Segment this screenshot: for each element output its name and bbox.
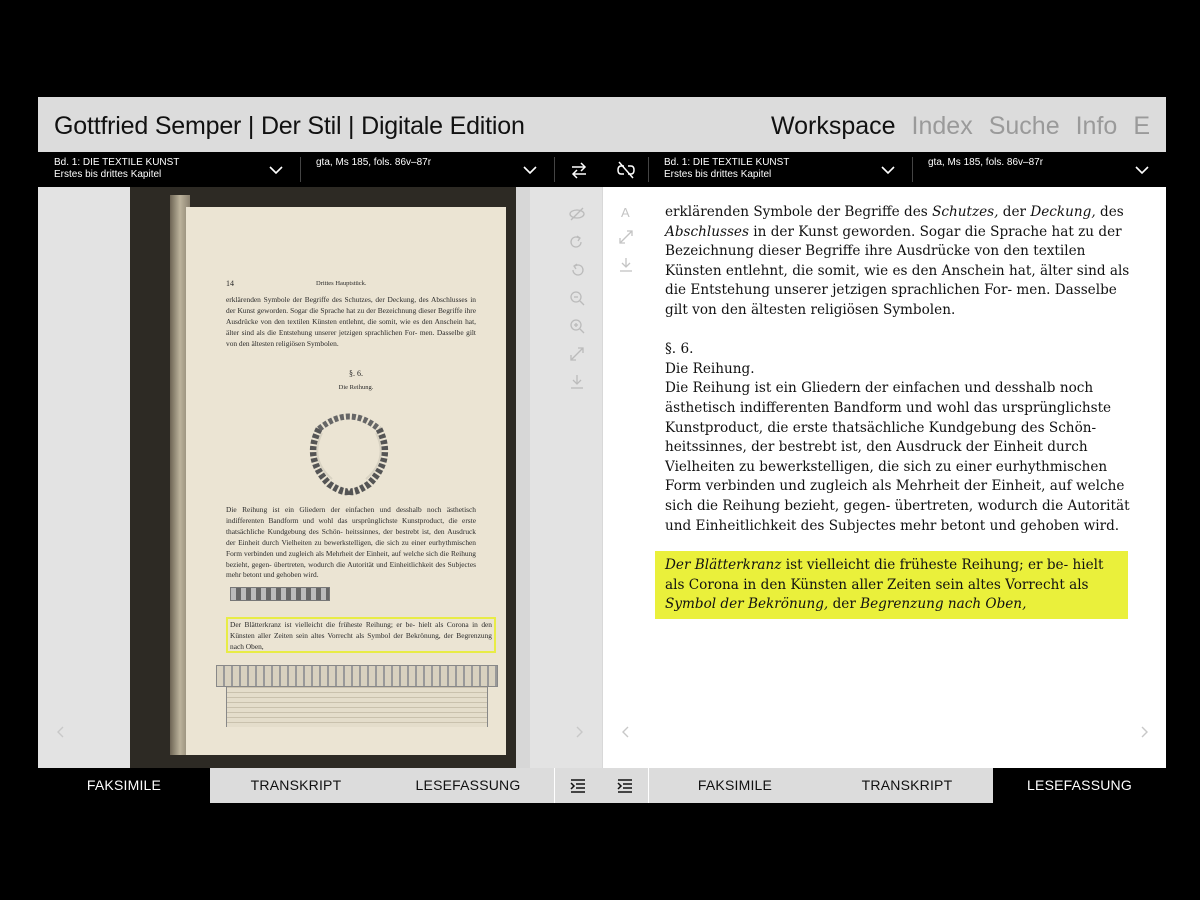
chevron-down-icon[interactable] xyxy=(1134,162,1150,178)
emphasis: Begrenzung nach Oben, xyxy=(860,596,1027,613)
emphasis: Symbol der Bekrönung, xyxy=(665,596,829,613)
zoom-in-icon[interactable] xyxy=(568,317,586,335)
chevron-down-icon[interactable] xyxy=(880,162,896,178)
chevron-right-icon[interactable] xyxy=(572,725,586,739)
right-volume-select[interactable] xyxy=(664,152,884,187)
ornament-band-image xyxy=(230,587,330,601)
chevron-right-icon[interactable] xyxy=(1137,725,1151,739)
nav-index[interactable]: Index xyxy=(911,112,973,140)
tab-transkript[interactable]: TRANSKRIPT xyxy=(250,777,342,793)
app-title: Gottfried Semper | Der Stil | Digitale Edition xyxy=(54,112,525,140)
facsimile-section-title: Die Reihung. xyxy=(338,384,374,391)
reading-toolbar xyxy=(617,205,637,284)
left-volume-select[interactable] xyxy=(54,152,284,187)
right-volume-title: Bd. 1: DIE TEXTILE KUNST xyxy=(664,157,790,168)
swap-arrows-icon[interactable] xyxy=(569,160,589,180)
nav-info[interactable]: Info xyxy=(1075,112,1118,140)
facsimile-pane xyxy=(38,187,602,768)
reading-section-title: Die Reihung. xyxy=(665,360,755,377)
font-size-button[interactable]: A xyxy=(621,205,630,220)
facsimile-scan[interactable] xyxy=(130,187,516,768)
redo-icon[interactable] xyxy=(568,233,586,251)
top-header xyxy=(38,97,1166,152)
left-source-label: gta, Ms 185, fols. 86v–87r xyxy=(316,157,432,168)
expand-icon[interactable] xyxy=(568,345,586,363)
reading-pane xyxy=(602,187,1166,768)
reading-paragraph-2: Die Reihung ist ein Gliedern der einfachen und desshalb noch ästhetisch indifferenten Bandform und wohl das ursprünglichste Kunstproduct, die erste thatsächliche Kundgebung des Schön- heitssinnes, der bestrebt ist, den Ausdruck der Einheit durch Vielheiten zu bewerkstelligen, die sich zu einer eurhythmischen Form verbinden und zugleich als Mehrheit der Einheit, auf welche sich die Reihung bezieht, gegen- übertreten, wodurch die Autorität und Einheitlichkeit des Subjectes mehr betont und gehoben wird. xyxy=(665,380,1130,534)
paragraph-gap xyxy=(665,321,1135,341)
hide-icon[interactable] xyxy=(568,205,586,223)
facsimile-paragraph-1: erklärenden Symbole der Begriffe des Schutzes, der Deckung, des Abschlusses in der Kunst geworden. Sogar die Sprache hat zu der Bezeichnung dieser Begriffe ihre Ausdrücke von den textilen Künsten entlehnt, die somit, wie es den Anschein hat, älter sind als die Entstehung unserer jetzigen sprachlichen For- men. Dasselbe gilt von den ältesten religiösen Symbolen. xyxy=(226,295,476,348)
nav-language[interactable]: E xyxy=(1133,112,1150,140)
right-view-tabs xyxy=(602,768,1166,803)
chevron-left-icon[interactable] xyxy=(54,725,68,739)
table-of-contents-icon xyxy=(616,778,634,794)
facsimile-paragraph-2: Die Reihung ist ein Gliedern der einfachen und desshalb noch ästhetisch indifferenten Bandform und wohl das ursprünglichste Kunstproduct, die erste thatsächliche Kundgebung des Schön- heitssinnes, der bestrebt ist, den Ausdruck der Einheit durch Vielheiten zu bewerkstelligen, die sich zu einer eurhythmischen Form verbinden und zugleich als Mehrheit der Einheit, auf welche sich die Reihung bezieht, gegen- übertreten, wodurch die Autorität und Einheitlichkeit des Subjectes mehr betont und gehoben wird. xyxy=(226,505,476,580)
main-nav xyxy=(771,112,1150,141)
tab-lesefassung[interactable]: LESEFASSUNG xyxy=(415,777,521,793)
text-span: erklärenden Symbole der Begriffe des xyxy=(665,204,933,220)
download-icon[interactable] xyxy=(617,256,635,274)
laurel-wreath-image xyxy=(294,399,404,499)
chevron-down-icon[interactable] xyxy=(522,162,538,178)
divider xyxy=(912,157,913,182)
toc-button[interactable] xyxy=(602,768,648,803)
cornice-profile-image xyxy=(226,687,488,727)
reading-text xyxy=(665,203,1135,536)
emphasis: Schutzes, xyxy=(932,204,999,220)
left-source-select[interactable] xyxy=(316,152,516,187)
reading-paragraph-3 xyxy=(665,556,1125,615)
right-source-select[interactable] xyxy=(928,152,1128,187)
text-span: der xyxy=(828,596,861,613)
right-selector-bar xyxy=(602,152,1166,187)
edition-app xyxy=(38,97,1166,803)
right-source-label: gta, Ms 185, fols. 86v–87r xyxy=(928,157,1044,168)
nav-workspace[interactable]: Workspace xyxy=(770,112,896,140)
tab-lesefassung[interactable]: LESEFASSUNG xyxy=(993,768,1166,803)
zoom-out-icon[interactable] xyxy=(568,289,586,307)
page-shadow xyxy=(516,187,530,768)
chevron-down-icon[interactable] xyxy=(268,162,284,178)
emphasis: Deckung, xyxy=(1030,204,1096,220)
divider xyxy=(300,157,301,182)
toc-button[interactable] xyxy=(555,768,601,803)
text-span: in der Kunst geworden. Sogar die Sprache hat zu der Bezeichnung dieser Begriffe ihre Ausdrücke von den textilen Künsten entlehnt, die somit, wie es den Anschein hat, älter sind als die Entstehung unserer jetzigen sprachlichen For- men. Dasselbe gilt von den ältesten religiösen Symbolen. xyxy=(665,223,1130,318)
table-of-contents-icon xyxy=(569,778,587,794)
tab-transkript[interactable]: TRANSKRIPT xyxy=(861,777,953,793)
divider xyxy=(648,157,649,182)
left-volume-subtitle: Erstes bis drittes Kapitel xyxy=(54,169,162,180)
facsimile-toolbar xyxy=(568,205,590,401)
tab-faksimile[interactable]: FAKSIMILE xyxy=(38,768,210,803)
chevron-left-icon[interactable] xyxy=(619,725,633,739)
text-span: der xyxy=(998,204,1031,220)
nav-suche[interactable]: Suche xyxy=(988,112,1060,140)
emphasis: Der Blätterkranz xyxy=(665,557,782,573)
undo-icon[interactable] xyxy=(568,261,586,279)
left-view-tabs xyxy=(38,768,602,803)
expand-icon[interactable] xyxy=(617,228,635,246)
download-icon[interactable] xyxy=(568,373,586,391)
page-number: 14 xyxy=(226,279,234,288)
text-span: des xyxy=(1095,204,1124,220)
unlink-icon[interactable] xyxy=(616,160,636,180)
reading-paragraph-1 xyxy=(665,203,1135,321)
reading-section-number: §. 6. xyxy=(665,341,694,358)
right-volume-subtitle: Erstes bis drittes Kapitel xyxy=(664,169,772,180)
emphasis: Abschlusses xyxy=(665,223,749,240)
divider xyxy=(554,157,555,182)
text-span: ist vielleicht die früheste Reihung; er be- hielt als Corona in den Künsten aller Zeiten sein altes Vorrecht als xyxy=(665,557,1104,593)
left-volume-title: Bd. 1: DIE TEXTILE KUNST xyxy=(54,157,180,168)
book-page xyxy=(186,207,506,755)
facsimile-section: §. 6. xyxy=(349,369,363,378)
cornice-ornament-image xyxy=(216,665,498,687)
tab-faksimile[interactable]: FAKSIMILE xyxy=(697,777,773,793)
facsimile-paragraph-3: Der Blätterkranz ist vielleicht die früheste Reihung; er be- hielt als Corona in den Künsten aller Zeiten sein altes Vorrecht als Symbol der Bekrönung, der Begrenzung nach Oben, xyxy=(230,620,492,651)
running-head: Drittes Hauptstück. xyxy=(316,280,367,287)
left-selector-bar xyxy=(38,152,602,187)
